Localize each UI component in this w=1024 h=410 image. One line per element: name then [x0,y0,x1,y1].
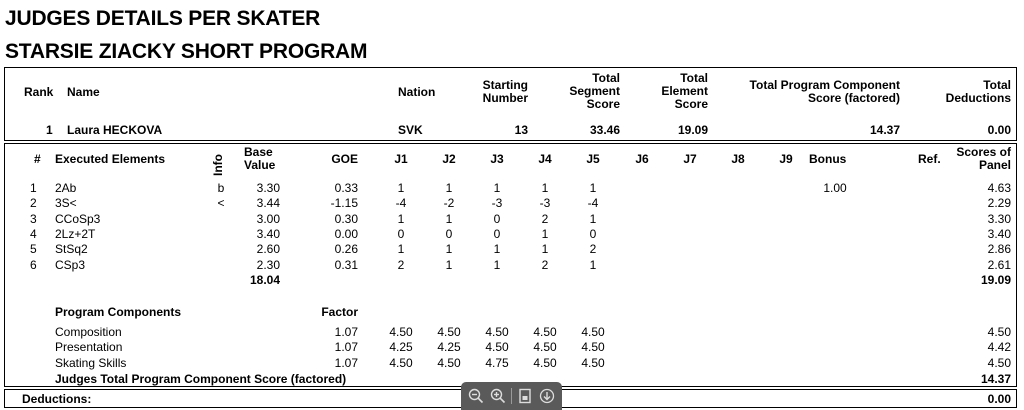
element-num: 1 [30,181,37,195]
num-header: # [34,152,41,166]
element-j4: 2 [541,211,549,226]
element-name: 2Lz+2T [55,226,96,241]
element-name: 3S< [55,196,77,211]
component-j3: 4.75 [485,355,509,370]
component-j5: 4.50 [581,355,605,370]
element-j3: 1 [493,242,501,257]
element-score: 4.63 [987,181,1011,195]
j5-header: J5 [586,152,600,166]
factor-header: Factor [321,305,358,319]
component-j2: 4.25 [437,340,461,355]
component-j4: 4.50 [533,340,557,355]
element-j1: 1 [397,242,405,257]
element-info: < [217,196,225,211]
element-j3: 1 [493,181,501,195]
nation-header: Nation [398,85,436,99]
deductions-value: 0.00 [987,392,1011,406]
element-j2: 1 [445,257,453,272]
element-j4: -3 [539,196,551,211]
element-j3: -3 [491,196,503,211]
skater-starting-number: 13 [514,123,528,137]
skater-pcs: 14.37 [869,123,900,137]
skater-deductions: 0.00 [987,123,1011,137]
element-j5: 1 [589,181,597,195]
element-base-value: 3.30 [256,181,280,195]
element-name: 2Ab [55,181,77,195]
component-j3: 4.50 [485,340,509,355]
page-title: JUDGES DETAILS PER SKATER [5,7,321,30]
element-num: 3 [30,211,37,226]
component-j5: 4.50 [581,325,605,339]
element-base-value: 3.40 [256,226,280,241]
element-j2: 1 [445,242,453,257]
tss-header: Total Segment Score [569,71,620,111]
component-factor: 1.07 [334,325,358,339]
element-goe: 0.00 [334,226,358,241]
element-name: StSq2 [55,242,88,257]
elements-score-total: 19.09 [980,273,1011,287]
element-j4: 2 [541,257,549,272]
element-num: 2 [30,196,37,211]
element-j4: 1 [541,226,549,241]
element-score: 2.61 [987,257,1011,272]
deductions-header: Total Deductions [945,78,1011,105]
program-components-header: Program Components [55,305,182,319]
component-factor: 1.07 [334,355,358,370]
element-j5: 1 [589,211,597,226]
component-name: Presentation [55,340,123,355]
j7-header: J7 [683,152,697,166]
skater-tes: 19.09 [677,123,708,137]
element-j3: 0 [493,226,501,241]
skater-rank: 1 [46,123,53,137]
element-j3: 1 [493,257,501,272]
component-score: 4.42 [987,340,1011,355]
toolbar-separator [511,388,512,404]
element-j1: 2 [397,257,405,272]
goe-header: GOE [331,152,358,166]
element-j2: 0 [445,226,453,241]
element-goe: 0.31 [334,257,358,272]
component-j4: 4.50 [533,355,557,370]
element-score: 3.30 [987,211,1011,226]
components-total-score: 14.37 [980,372,1011,386]
element-j5: -4 [587,196,599,211]
element-bonus: 1.00 [823,181,847,195]
element-j5: 2 [589,242,597,257]
element-j2: 1 [445,211,453,226]
element-j2: -2 [443,196,455,211]
element-j3: 0 [493,211,501,226]
component-factor: 1.07 [334,340,358,355]
component-name: Skating Skills [55,355,127,370]
element-goe: 0.33 [334,181,358,195]
name-header: Name [67,85,100,99]
j9-header: J9 [779,152,793,166]
tes-header: Total Element Score [661,71,708,111]
element-score: 2.86 [987,242,1011,257]
element-num: 4 [30,226,37,241]
scores-of-panel-header: Scores of Panel [956,145,1011,172]
component-j1: 4.50 [389,355,413,370]
starting-number-header: Starting Number [482,78,528,105]
download-icon[interactable] [538,387,556,405]
component-score: 4.50 [987,325,1011,339]
element-j2: 1 [445,181,453,195]
page-subtitle: STARSIE ZIACKY SHORT PROGRAM [5,40,368,63]
j3-header: J3 [490,152,504,166]
j2-header: J2 [442,152,456,166]
fit-page-icon[interactable] [516,387,534,405]
element-j1: 0 [397,226,405,241]
zoom-out-icon[interactable] [467,387,485,405]
element-j4: 1 [541,181,549,195]
element-j5: 1 [589,257,597,272]
element-name: CSp3 [55,257,86,272]
element-j1: 1 [397,211,405,226]
component-j2: 4.50 [437,325,461,339]
component-j1: 4.25 [389,340,413,355]
info-header: Info [211,154,225,176]
element-name: CCoSp3 [55,211,101,226]
element-goe: -1.15 [330,196,358,211]
element-goe: 0.30 [334,211,358,226]
element-j4: 1 [541,242,549,257]
skater-name: Laura HECKOVA [67,123,163,137]
skater-nation: SVK [398,123,423,137]
rank-header: Rank [24,85,54,99]
element-j1: 1 [397,181,405,195]
pcs-header: Total Program Component Score (factored) [749,78,900,105]
component-name: Composition [55,325,122,339]
components-total-label: Judges Total Program Component Score (factored) [55,372,347,386]
element-base-value: 2.30 [256,257,280,272]
pdf-toolbar [461,382,562,410]
element-base-value: 3.44 [256,196,280,211]
j8-header: J8 [731,152,745,166]
component-j3: 4.50 [485,325,509,339]
component-score: 4.50 [987,355,1011,370]
element-score: 3.40 [987,226,1011,241]
component-j1: 4.50 [389,325,413,339]
element-score: 2.29 [987,196,1011,211]
component-j2: 4.50 [437,355,461,370]
base-value-header: Base Value [244,145,276,172]
element-num: 6 [30,257,37,272]
j4-header: J4 [538,152,552,166]
element-num: 5 [30,242,37,257]
deductions-label: Deductions: [22,392,92,406]
element-j5: 0 [589,226,597,241]
element-base-value: 2.60 [256,242,280,257]
bonus-header: Bonus [809,152,847,166]
elements-base-total: 18.04 [249,273,280,287]
skater-tss: 33.46 [589,123,620,137]
executed-elements-header: Executed Elements [55,152,166,166]
zoom-in-icon[interactable] [489,387,507,405]
element-goe: 0.26 [334,242,358,257]
j6-header: J6 [635,152,649,166]
element-info: b [217,181,225,195]
element-base-value: 3.00 [256,211,280,226]
component-j4: 4.50 [533,325,557,339]
component-j5: 4.50 [581,340,605,355]
element-j1: -4 [395,196,407,211]
ref-header: Ref. [918,152,941,166]
j1-header: J1 [394,152,408,166]
